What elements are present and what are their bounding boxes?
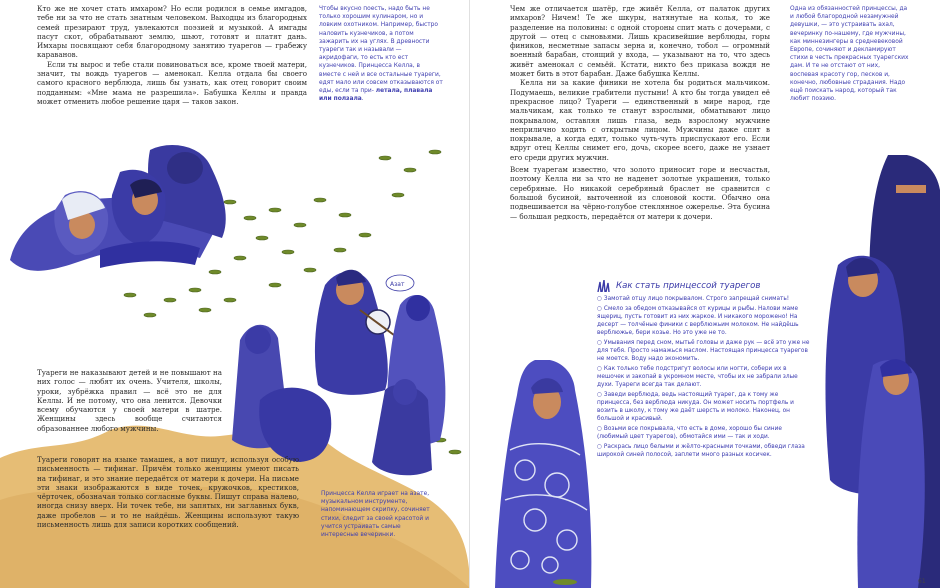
tip-item: ○ Умывания перед сном, мытьё головы и даже рук — всё это уже не для тебя. Просто намажься маслом. Настоящая принцесса туарегов не моется. Воду надо экономить. [597, 340, 810, 362]
caption-text: Принцесса Келла играет на азате, музыкальном инструменте, напоминающем скрипку, сочиняет стихи, следит за своей красотой и учится устраивать самые интересные вечеринки. [321, 491, 430, 539]
tip-item: ○ Заведи верблюда, ведь настоящий туарег, да к тому же принцесса, без верблюда никуда. Он может носить портфель и возить в школу, к тому же даёт шерсть и молоко. Наконец, он большой и красивый. [597, 392, 794, 422]
right-page [470, 0, 940, 588]
page-number: 61 [918, 578, 926, 585]
right-side-note-text: Одна из обязанностей принцессы, да и любой благородной незамужней девушки, — это устраивать ахал, вечеринку по-нашему, где мужчины, как миннезингеры в средневековой Европе, сочиняют и декламируют стихи в честь прекрасных туарегских дам. И те не отстают от них, воспевая красоту гор, песков и, конечно, любовные страдания. Надо ещё поискать народ, который так любит поэзию. [790, 6, 909, 103]
right-side-note [790, 5, 910, 103]
illustration-tuareg-group [818, 155, 940, 588]
left-top-text [37, 4, 307, 106]
left-paragraph-4: Туареги говорят на языке тамашек, а вот пишут, используя особую письменность — тифинаг. Причём только женщины умеют писать на тифинаг, и это знание передаётся от матери к дочери. На письме эти знаки изображаются в виде точек, кружочков, крестиков, чёрточек, обозначая только согласные буквы. Пишут справа налево, иногда снизу вверх. Ни точек тебе, ни запятых, ни заглавных букв, даже пробелов — и то не найдёшь. Женщины используют такую письменность лишь для записи коротких сообщений. [37, 455, 299, 530]
right-paragraph-2: Келла ни за какие финики не хотела бы родиться мальчиком. Подумаешь, великие грабители пустыни! А кто бы тогда увидел её прекрасное лицо? Туареги — единственный в мире народ, где мальчикам, как только те станут взрослыми, обматывают лицо покрывалом, оставляя лишь глаза, ведь взрослому мужчине неприлично ходить с открытым лицом. Мужчины даже спят в покрывале, а когда едят, только чуть-чуть приспускают его. Если вдруг отец Келлы снимет его, дочь, скорее всего, даже не узнает его среди других мужчин. [510, 78, 770, 162]
tips-box-title: Как стать принцессой туарегов [616, 281, 761, 291]
reclining-women [10, 145, 226, 271]
right-paragraph-1: Чем же отличается шатёр, где живёт Келла, от палаток других имхаров? Ничем! Те же шкуры, натянутые на колья, то же разделение на половины: с одной стороны спит мать с дочерьми, с другой — отец с сыновьями. Лишь красивейшие верблюды, горы фиников, несметные запасы зерна и, конечно, тобол — огромный военный барабан, стоящий у входа, — указывают на то, что здесь живёт аменокал с семьёй. Кстати, никто без приказа вождя не может бить в этот барабан. Даже бабушка Келлы. [510, 4, 770, 79]
tip-item: ○ Замотай отцу лицо покрывалом. Строго запрещай снимать! [597, 296, 790, 302]
left-caption [321, 490, 436, 539]
grass-tuft-icon [597, 280, 611, 292]
left-paragraph-2: Если ты вырос и тебе стали повиноваться все, кроме твоей матери, значит, ты вождь туарегов — аменокал. Келла отдала бы своего самого красного верблюда, лишь бы узнать, как отец говорит своим подданным: «Мне мама не разрешила». Бабушка Келлы и правда может отменить любое решение царя — таков закон. [37, 59, 307, 106]
right-paragraph-3: Всем туарегам известно, что золото приносит горе и несчастья, поэтому Келла ни за что не наденет золотые украшения, только серебряные. Но никакой серебряный браслет не сравнится с большой бусиной, выточенной из слоновой кости. Обычно она подвешивается на чёрно-голубое стеклянное ожерелье. Эта бусина — большая редкость, передаётся от матери к дочери. [510, 165, 770, 221]
tip-item: ○ Раскрась лицо белыми и жёлто-красными точками, обведи глаза широкой синей полосой, заплети много разных косичек. [597, 444, 805, 458]
right-top-text [510, 4, 770, 221]
tip-item: ○ Смело за обедом отказывайся от курицы и рыбы. Налови маме ящериц, пусть готовит из них жаркое. И никакого морожено! На десерт — толчёные финики с верблюжьим молоком. Не найдёшь верблюжье, бери козье. Но это уже не то. [597, 306, 799, 336]
side-note-bold: летала, плавала или ползала [319, 88, 433, 103]
seated-musicians [232, 270, 445, 476]
left-bottom-text-1 [37, 368, 222, 433]
speech-bubble-text: Азат [390, 281, 405, 288]
tip-item: ○ Возьми все покрывала, что есть в доме, хорошо бы синие (любимый цвет туарегов), обмотайся ими — так и ходи. [597, 426, 782, 440]
left-paragraph-3: Туареги не наказывают детей и не повышают на них голос — любят их очень. Учителя, школы, уроки, зубрёжка правил — всё это не для Келлы. И не потому, что она ленится. Девочки всему обучаются у своей матери в шатре. Женщины здесь вообще считаются образованнее любого мужчины. [37, 368, 222, 433]
left-paragraph-1: Кто же не хочет стать имхаром? Но если родился в семье имгадов, тебе ни за что не стать знатным человеком. Выходцы из благородных семей презирают труд, увлекаются поэзией и музыкой. А имгады пасут скот, обрабатывают землю, шьют, готовят и платят дань. Имхары посвящают себя благородному занятию туарегов — грабежу караванов. [37, 4, 307, 60]
tips-box-header [597, 280, 812, 292]
speech-bubble [386, 275, 414, 291]
left-bottom-text-2 [37, 455, 299, 529]
left-side-note: Чтобы вкусно поесть, надо быть не только хорошим кулинаром, но и ловким охотником. Например, быстро наловить кузнечиков, а потом зажарить их на углях. В древности туареги так и называли — акридофаги, то есть кто ест кузнечиков. Принцесса Келла, в вместе с ней и все остальные туареги, едят мало или совсем отказываются от еды, если та при- летала, плавала или ползала. [319, 6, 443, 103]
side-note-text: Чтобы вкусно поесть, надо быть не только хорошим кулинаром, но и ловким охотником. Например, быстро наловить кузнечиков, а потом зажарить их на углях. В древности туареги так и называли — акридофаги, то есть кто ест кузнечиков. Принцесса Келла, в вместе с ней и все остальные туареги, едят мало или совсем отказываются от еды, если та при- [319, 6, 443, 95]
princess-tips-box [597, 280, 812, 461]
tip-item: ○ Как только тебе подстригут волосы или ногти, собери их в мешочек и закопай в укромном месте, чтобы их не забрали злые духи. Туареги всегда так делают. [597, 366, 798, 388]
illustration-princess [495, 360, 595, 588]
